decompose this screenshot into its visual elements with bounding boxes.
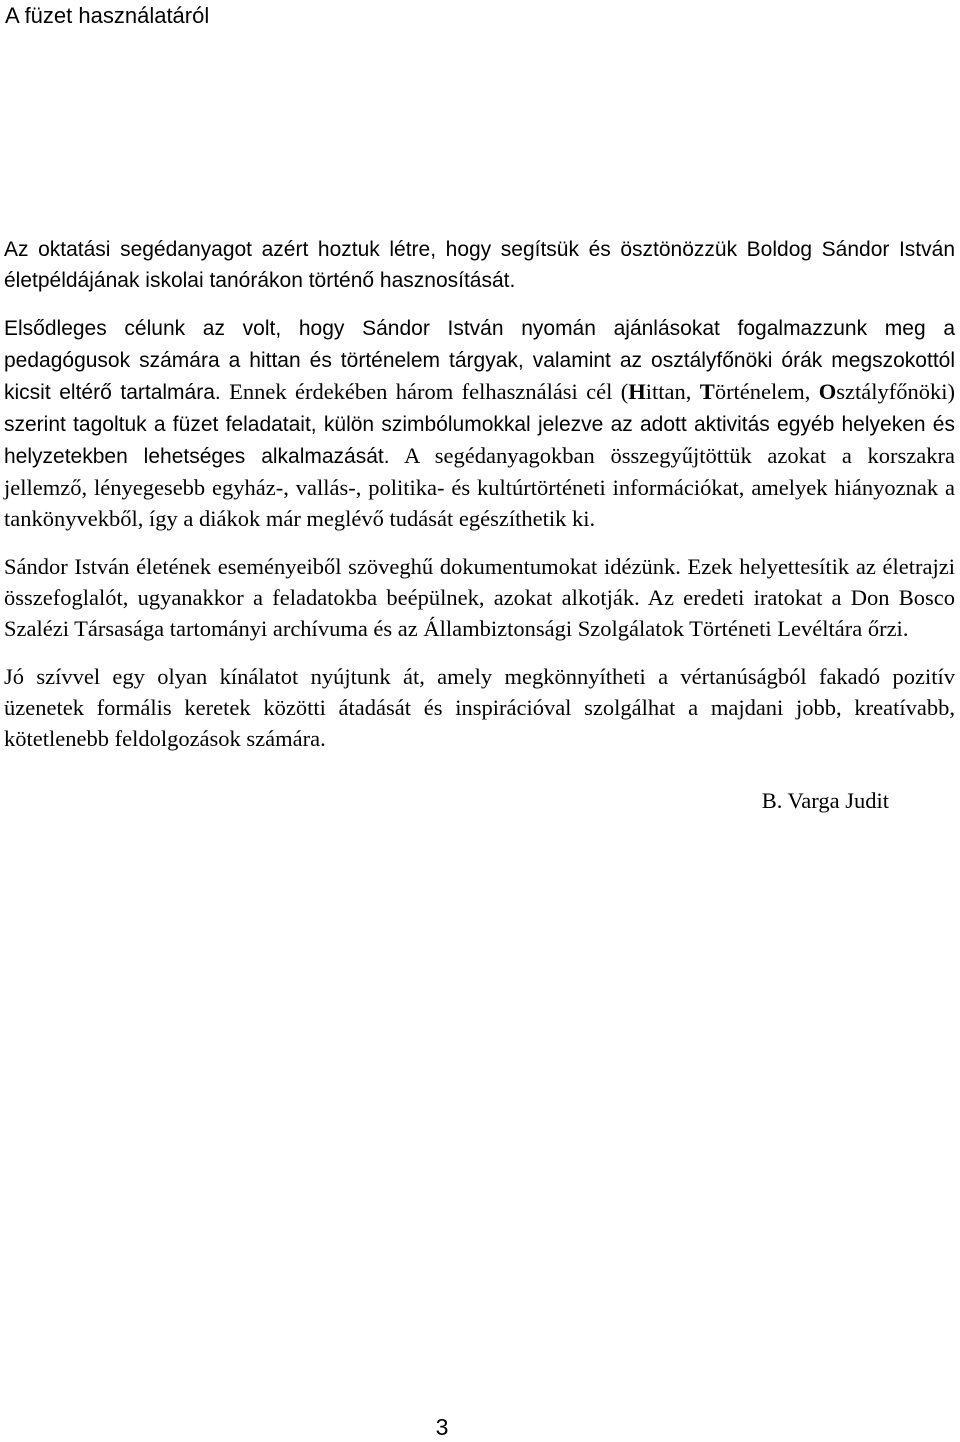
paragraph-documents: Sándor István életének eseményeiből szöveghű dokumentumokat idézünk. Ezek helyettesítik az életrajzi összefoglalót, ugyanakkor a feladatokba beépülnek, azokat alkotják. Az eredeti iratokat a Don Bosco Szalézi Társasága tartományi archívuma és az Állambiztonsági Szolgálatok Történeti Levéltára őrzi. xyxy=(4,554,955,641)
document-body xyxy=(4,234,955,816)
purpose-tortenelem-rest: örténelem, xyxy=(714,379,819,404)
paragraph-goals-sans-part: Elsődleges célunk az volt, hogy Sándor István nyomán ajánlásokat fogalmazzunk meg a pedagógusok számára a hittan és történelem tárgyak, valamint az osztályfőnöki órák megszokottól kicsit eltérő tartalmára. xyxy=(4,317,955,404)
symbol-letter-o: O xyxy=(818,379,837,404)
page-heading: A füzet használatáról xyxy=(5,3,210,28)
paragraph-goals xyxy=(4,312,955,534)
purpose-osztalyfonoki-rest: sztályfőnöki) xyxy=(836,379,955,404)
symbol-letter-h: H xyxy=(628,379,646,404)
paragraph-closing: Jó szívvel egy olyan kínálatot nyújtunk át, amely megkönnyítheti a vértanúságból fakadó pozitív üzenetek formális keretek közötti átadását és inspirációval szolgálhat a majdani jobb, kreatívabb, kötetlenebb feldolgozások számára. xyxy=(4,664,955,751)
paragraph-goals-materials: A segédanyagokban összegyűjtöttük azokat a korszakra jellemző, lényegesebb egyház-, vallás-, politika- és kultúrtörténeti információkat, amelyek hiányoznak a tankönyvekből, így a diákok már meglévő tudását egészíthetik ki. xyxy=(4,443,956,531)
page-number: 3 xyxy=(435,1414,449,1440)
symbol-letter-t: T xyxy=(699,379,715,404)
paragraph-goals-purposes: Ennek érdekében három felhasználási cél ( xyxy=(220,379,629,404)
author-signature: B. Varga Judit xyxy=(761,788,889,813)
paragraph-goals-structure: szerint tagoltuk a füzet feladatait, külön szimbólumokkal jelezve az adott aktivitás egyéb helyeken és helyzetekben lehetséges alkalmazását. xyxy=(4,413,955,468)
purpose-hittan-rest: ittan, xyxy=(645,379,700,404)
paragraph-intro: Az oktatási segédanyagot azért hoztuk létre, hogy segítsük és ösztönözzük Boldog Sándor István életpéldájának iskolai tanórákon történő hasznosítását. xyxy=(4,238,955,292)
